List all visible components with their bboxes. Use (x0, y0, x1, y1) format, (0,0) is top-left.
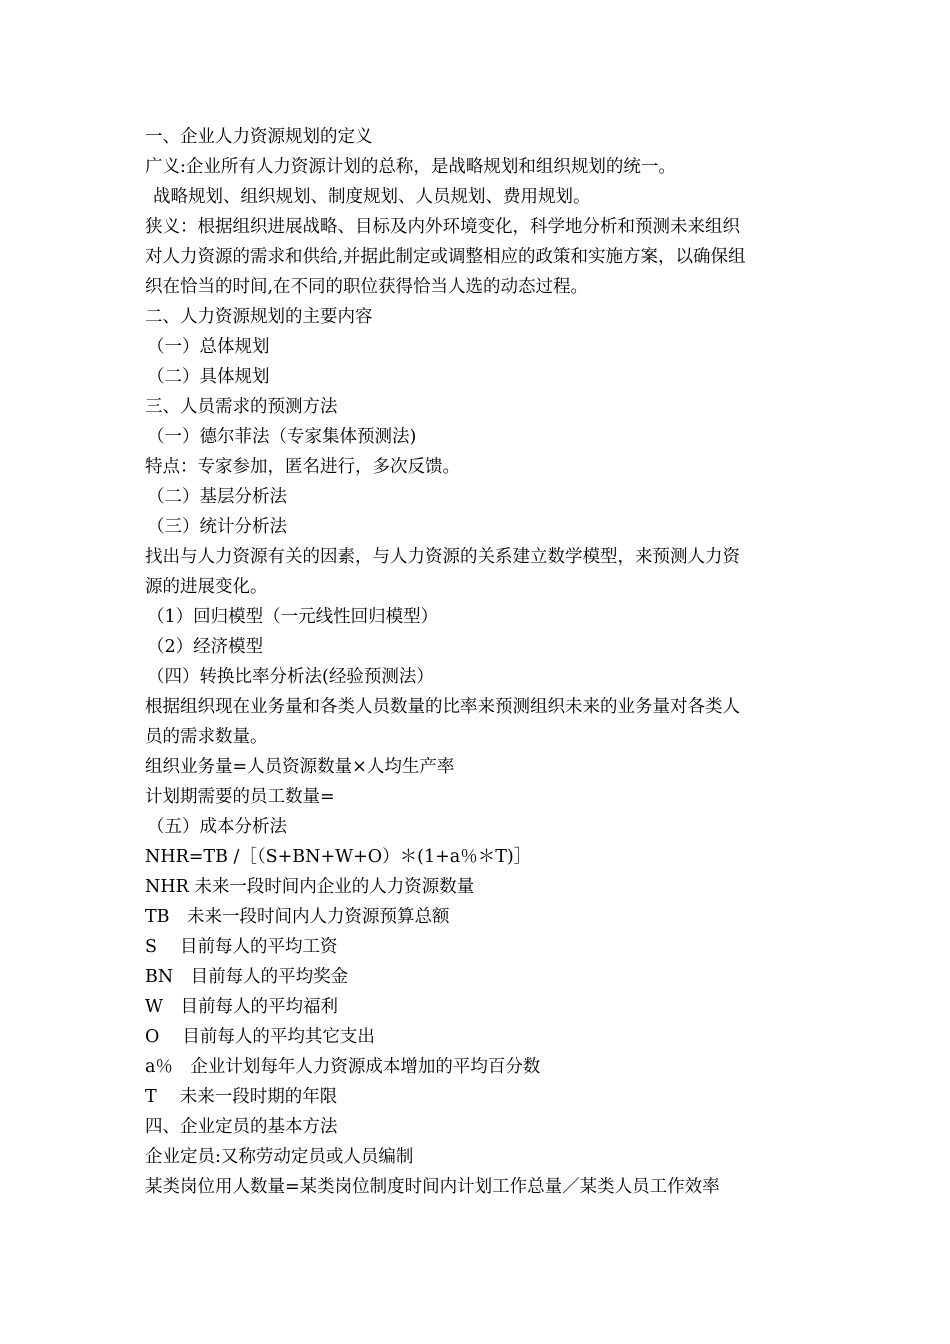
subheading-overall-plan: （一）总体规划 (147, 337, 270, 357)
formula-business-volume: 组织业务量=人员资源数量×人均生产率 (145, 757, 455, 777)
subheading-specific-plan: （二）具体规划 (147, 367, 270, 387)
section-heading-1: 一、企业人力资源规划的定义 (145, 127, 373, 147)
paragraph-narrow-definition-line-3: 织在恰当的时间,在不同的职位获得恰当人选的动态过程。 (145, 277, 589, 297)
definition-w: W 目前每人的平均福利 (145, 997, 338, 1017)
definition-bn: BN 目前每人的平均奖金 (145, 967, 349, 987)
section-heading-3: 三、人员需求的预测方法 (145, 397, 338, 417)
paragraph-ratio-line-1: 根据组织现在业务量和各类人员数量的比率来预测组织未来的业务量对各类人 (145, 697, 740, 717)
formula-required-staff: 计划期需要的员工数量= (145, 787, 335, 807)
paragraph-delphi-features: 特点：专家参加，匿名进行，多次反馈。 (145, 457, 460, 477)
document-body (145, 122, 813, 1202)
paragraph-plan-types: 战略规划、组织规划、制度规划、人员规划、费用规划。 (153, 187, 591, 207)
subheading-ratio-analysis: （四）转换比率分析法(经验预测法） (147, 667, 434, 687)
paragraph-statistical-line-1: 找出与人力资源有关的因素，与人力资源的关系建立数学模型，来预测人力资 (145, 547, 740, 567)
paragraph-ratio-line-2: 员的需求数量。 (145, 727, 268, 747)
section-heading-4: 四、企业定员的基本方法 (145, 1117, 338, 1137)
paragraph-statistical-line-2: 源的进展变化。 (145, 577, 268, 597)
definition-s: S 目前每人的平均工资 (145, 937, 338, 957)
paragraph-enterprise-staffing: 企业定员:又称劳动定员或人员编制 (145, 1147, 414, 1167)
subheading-cost-analysis: （五）成本分析法 (147, 817, 287, 837)
definition-tb: TB 未来一段时间内人力资源预算总额 (145, 907, 450, 927)
subheading-statistical-analysis: （三）统计分析法 (147, 517, 287, 537)
paragraph-narrow-definition-line-1: 狭义：根据组织进展战略、目标及内外环境变化，科学地分析和预测未来组织 (145, 217, 740, 237)
list-item-regression-model: （1）回归模型（一元线性回归模型） (147, 607, 439, 627)
formula-position-staffing: 某类岗位用人数量=某类岗位制度时间内计划工作总量／某类人员工作效率 (145, 1177, 720, 1197)
definition-t: T 未来一段时期的年限 (145, 1087, 338, 1107)
definition-nhr: NHR 未来一段时间内企业的人力资源数量 (145, 877, 475, 897)
paragraph-broad-definition: 广义:企业所有人力资源计划的总称，是战略规划和组织规划的统一。 (145, 157, 676, 177)
definition-o: O 目前每人的平均其它支出 (145, 1027, 375, 1047)
definition-a-percent: a％ 企业计划每年人力资源成本增加的平均百分数 (145, 1057, 541, 1077)
section-heading-2: 二、人力资源规划的主要内容 (145, 307, 373, 327)
formula-nhr: NHR=TB /［（S+BN+W+O）＊(1+a％＊T)］ (145, 847, 532, 867)
subheading-grassroots-analysis: （二）基层分析法 (147, 487, 287, 507)
list-item-economic-model: （2）经济模型 (147, 637, 264, 657)
subheading-delphi-method: （一）德尔菲法（专家集体预测法) (147, 427, 417, 447)
paragraph-narrow-definition-line-2: 对人力资源的需求和供给,并据此制定或调整相应的政策和实施方案，以确保组 (145, 247, 746, 267)
